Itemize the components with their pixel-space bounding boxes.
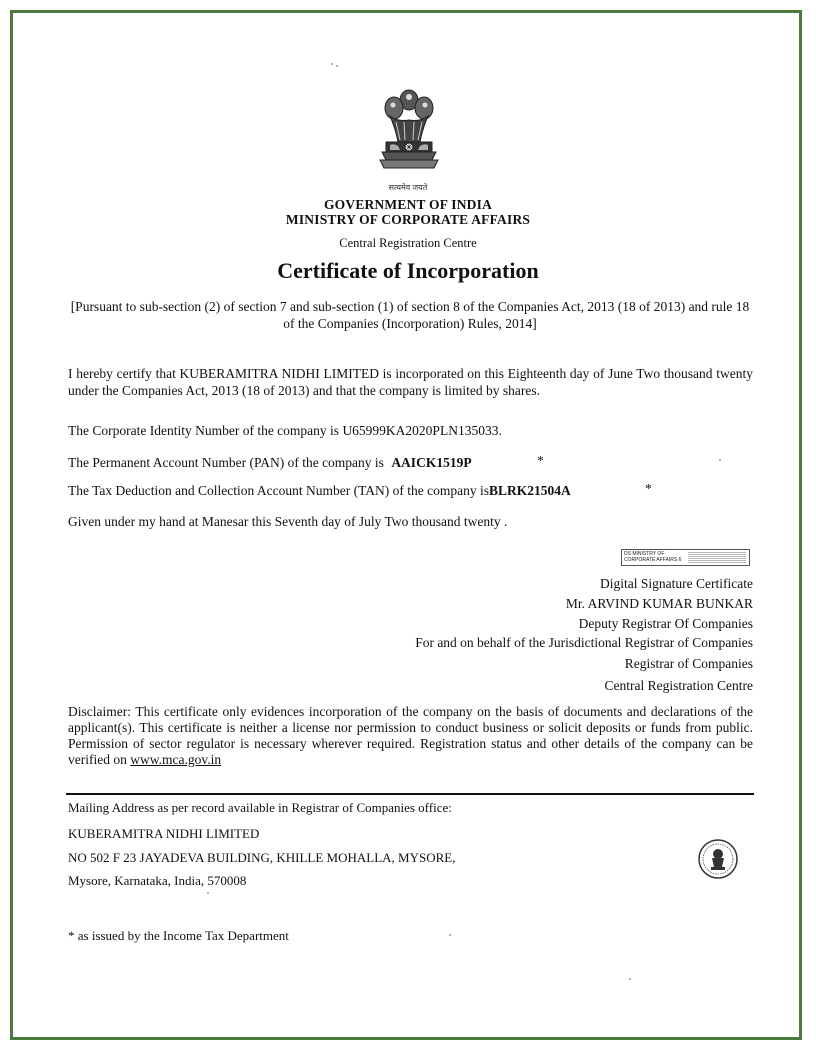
- centre-name: Central Registration Centre: [339, 236, 477, 250]
- emblem-motto: सत्यमेव जयते: [388, 183, 428, 192]
- scan-speck: [336, 65, 338, 67]
- mailing-address-line-2: Mysore, Karnataka, India, 570008: [68, 873, 247, 888]
- pan-asterisk: *: [537, 453, 544, 468]
- given-line: Given under my hand at Manesar this Seventh day of July Two thousand twenty .: [68, 514, 508, 529]
- pan-value: AAICK1519P: [391, 455, 472, 470]
- tan-label: The Tax Deduction and Collection Account Number (TAN) of the company is: [68, 483, 489, 498]
- mailing-heading: Mailing Address as per record available in Registrar of Companies office:: [68, 800, 452, 815]
- tan-value: BLRK21504A: [489, 483, 571, 498]
- signature-stamp-label: DS MINISTRY OF CORPORATE AFFAIRS 6: [624, 551, 682, 563]
- signatory-centre: Central Registration Centre: [604, 678, 753, 693]
- signatory-behalf: For and on behalf of the Jurisdictional Registrar of Companies: [415, 635, 753, 650]
- disclaimer: [68, 704, 753, 768]
- ministry-seal-icon: [697, 838, 739, 880]
- digital-signature-stamp: [621, 549, 750, 566]
- footnote: * as issued by the Income Tax Department: [68, 928, 289, 943]
- ministry-heading: MINISTRY OF CORPORATE AFFAIRS: [285, 212, 531, 227]
- signatory-office: Registrar of Companies: [624, 656, 753, 671]
- pan-line: [68, 455, 472, 471]
- mailing-company: KUBERAMITRA NIDHI LIMITED: [68, 826, 260, 841]
- certificate-title: Certificate of Incorporation: [277, 258, 539, 283]
- mca-link[interactable]: www.mca.gov.in: [130, 752, 222, 767]
- scan-speck: [207, 892, 209, 894]
- certification-paragraph: I hereby certify that KUBERAMITRA NIDHI LIMITED is incorporated on this Eighteenth day of June Two thousand twenty under the Companies Act, 2013 (18 of 2013) and that the company is limited by shares.: [68, 366, 753, 398]
- section-divider: [66, 793, 754, 795]
- cin-label: The Corporate Identity Number of the company is: [68, 423, 340, 438]
- scan-speck: [719, 459, 721, 461]
- signatory-name: Mr. ARVIND KUMAR BUNKAR: [565, 596, 753, 611]
- signatory-designation: Deputy Registrar Of Companies: [578, 616, 753, 631]
- scan-speck: [629, 978, 631, 980]
- pan-label: The Permanent Account Number (PAN) of the company is: [68, 455, 384, 470]
- tan-asterisk: *: [645, 481, 652, 496]
- government-heading: GOVERNMENT OF INDIA: [323, 197, 493, 212]
- signature-fine-print: [688, 552, 746, 564]
- scan-speck: [449, 934, 451, 936]
- cin-value: U65999KA2020PLN135033.: [342, 423, 502, 438]
- mailing-address-line-1: NO 502 F 23 JAYADEVA BUILDING, KHILLE MOHALLA, MYSORE,: [68, 850, 456, 865]
- national-emblem-icon: [376, 86, 442, 182]
- scan-speck: [331, 63, 333, 65]
- tan-line: [68, 483, 571, 499]
- disclaimer-text: Disclaimer: This certificate only evidences incorporation of the company on the basis of documents and declarations of the applicant(s). This certificate is neither a license nor permission to conduct business or solicit deposits or funds from public. Permission of sector regulator is necessary wherever required. Registration status and other details of the company can be verified on: [68, 704, 753, 767]
- cin-line: [68, 423, 502, 439]
- pursuant-clause: [Pursuant to sub-section (2) of section 7 and sub-section (1) of section 8 of the Companies Act, 2013 (18 of 2013) and rule 18 of the Companies (Incorporation) Rules, 2014]: [70, 299, 750, 331]
- signature-line-1: Digital Signature Certificate: [600, 576, 753, 591]
